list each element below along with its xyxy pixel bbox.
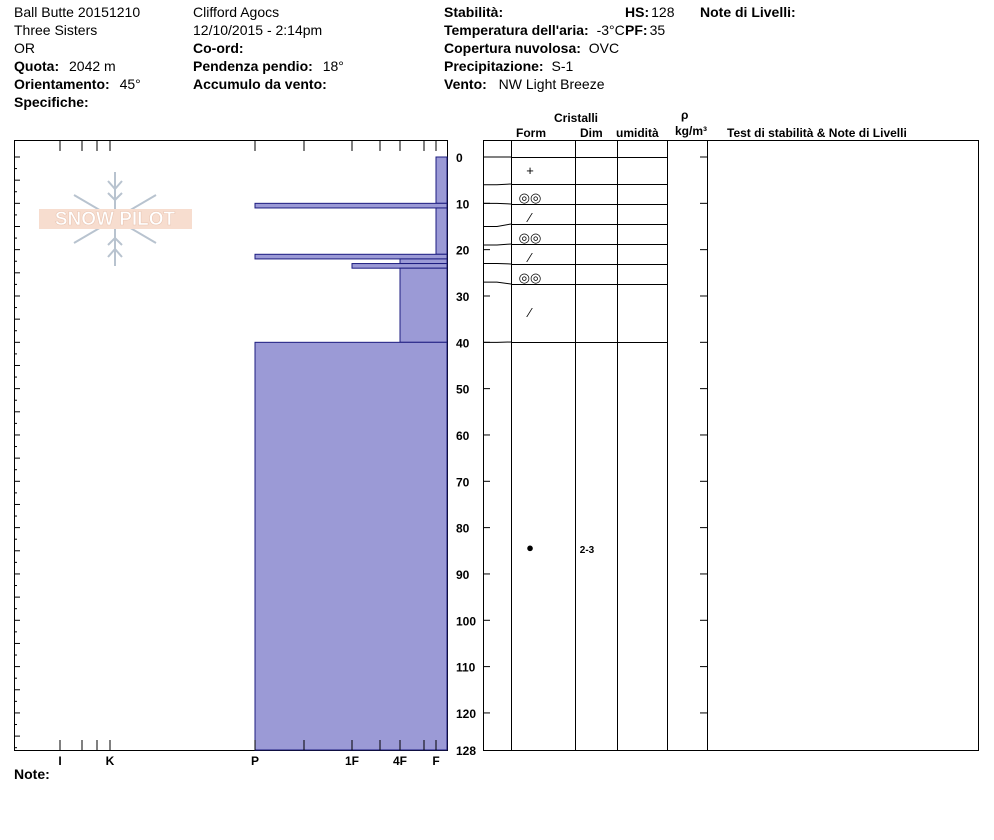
pendenza-value: 18° — [322, 58, 344, 74]
note-label: Note: — [14, 766, 50, 782]
grain-connector-2 — [484, 203, 511, 204]
stabilita-label: Stabilità: — [444, 4, 504, 20]
hardness-bars — [255, 157, 447, 750]
grain-connector-3 — [484, 224, 511, 226]
location-line-3: OR — [14, 40, 35, 56]
observer-name: Clifford Agocs — [193, 4, 280, 20]
observation-datetime: 12/10/2015 - 2:14pm — [193, 22, 323, 38]
umidita-header: umidità — [616, 126, 659, 140]
depth-label-120: 120 — [456, 706, 477, 721]
pf-value: 35 — [649, 22, 666, 38]
grain-connector-4 — [484, 244, 511, 245]
depth-label-60: 60 — [456, 428, 470, 443]
pf-label: PF: — [625, 22, 648, 38]
hardness-tick-label-4F: 4F — [392, 754, 408, 768]
grain-connector-6 — [484, 282, 511, 284]
depth-axis — [456, 151, 476, 758]
hardness-tick-label-K: K — [105, 754, 115, 768]
grain-form-2: ⁄ — [528, 210, 532, 225]
hardness-tick-label-1F: 1F — [344, 754, 360, 768]
depth-label-80: 80 — [456, 521, 470, 536]
grain-form-7: ● — [526, 540, 534, 555]
precip-label: Precipitazione: — [444, 58, 544, 74]
copertura-value: OVC — [588, 40, 620, 56]
depth-label-128: 128 — [456, 744, 477, 758]
hardness-bar-4 — [400, 259, 447, 264]
temp-label: Temperatura dell'aria: — [444, 22, 589, 38]
depth-label-0: 0 — [456, 151, 463, 165]
precip-value: S-1 — [551, 58, 574, 74]
hardness-bar-7 — [255, 342, 447, 750]
specifiche-label: Specifiche: — [14, 94, 89, 110]
vento-label: Vento: — [444, 76, 487, 92]
hardness-bar-6 — [400, 268, 447, 342]
logo-text: SNOW PILOT — [54, 209, 176, 230]
orientamento-value: 45° — [119, 76, 141, 92]
hardness-tick-label-I: I — [58, 754, 62, 768]
location-line-1: Ball Butte 20151210 — [14, 4, 141, 20]
vento-value: NW Light Breeze — [498, 76, 605, 92]
grain-form-1: ◎◎ — [518, 190, 542, 205]
cristalli-header: Cristalli — [554, 111, 599, 125]
grain-form-5: ◎◎ — [518, 270, 542, 285]
note-livelli-label: Note di Livelli: — [700, 4, 796, 20]
dim-header: Dim — [580, 126, 603, 140]
hs-label: HS: — [625, 4, 650, 20]
depth-label-10: 10 — [456, 197, 470, 212]
hardness-bar-0 — [436, 157, 447, 203]
hardness-bar-1 — [255, 203, 447, 208]
grain-table — [484, 141, 708, 750]
depth-label-50: 50 — [456, 382, 470, 397]
location-line-2: Three Sisters — [14, 22, 98, 38]
hardness-bar-2 — [436, 208, 447, 254]
depth-label-20: 20 — [456, 243, 470, 258]
density-unit-header: kg/m³ — [675, 124, 708, 138]
grain-form-4: ⁄ — [528, 250, 532, 265]
orientamento-label: Orientamento: — [14, 76, 110, 92]
depth-label-100: 100 — [456, 614, 477, 629]
pendenza-label: Pendenza pendio: — [193, 58, 313, 74]
coord-label: Co-ord: — [193, 40, 244, 56]
grain-connector-1 — [484, 184, 511, 185]
form-header: Form — [516, 126, 546, 140]
quota-label: Quota: — [14, 58, 60, 74]
depth-label-90: 90 — [456, 567, 470, 582]
rho-header: ρ — [681, 108, 689, 122]
depth-label-40: 40 — [456, 336, 470, 351]
hardness-bar-5 — [352, 264, 447, 269]
grain-form-6: ⁄ — [528, 305, 532, 320]
hardness-tick-label-F: F — [432, 754, 440, 768]
depth-label-70: 70 — [456, 475, 470, 490]
hardness-bar-3 — [255, 254, 447, 259]
temp-value: -3°C — [596, 22, 625, 38]
depth-label-30: 30 — [456, 289, 470, 304]
grain-table-frame — [484, 141, 979, 751]
grain-dim-7: 2-3 — [579, 545, 595, 556]
grain-form-0: + — [526, 163, 534, 178]
hardness-tick-label-P: P — [250, 754, 260, 768]
copertura-label: Copertura nuvolosa: — [444, 40, 581, 56]
test-header: Test di stabilità & Note di Livelli — [727, 126, 907, 140]
snowpilot-logo — [39, 172, 192, 266]
depth-label-110: 110 — [456, 660, 476, 675]
quota-value: 2042 m — [69, 58, 116, 74]
accumulo-label: Accumulo da vento: — [193, 76, 327, 92]
hs-value: 128 — [651, 4, 675, 20]
grain-form-3: ◎◎ — [518, 230, 542, 245]
